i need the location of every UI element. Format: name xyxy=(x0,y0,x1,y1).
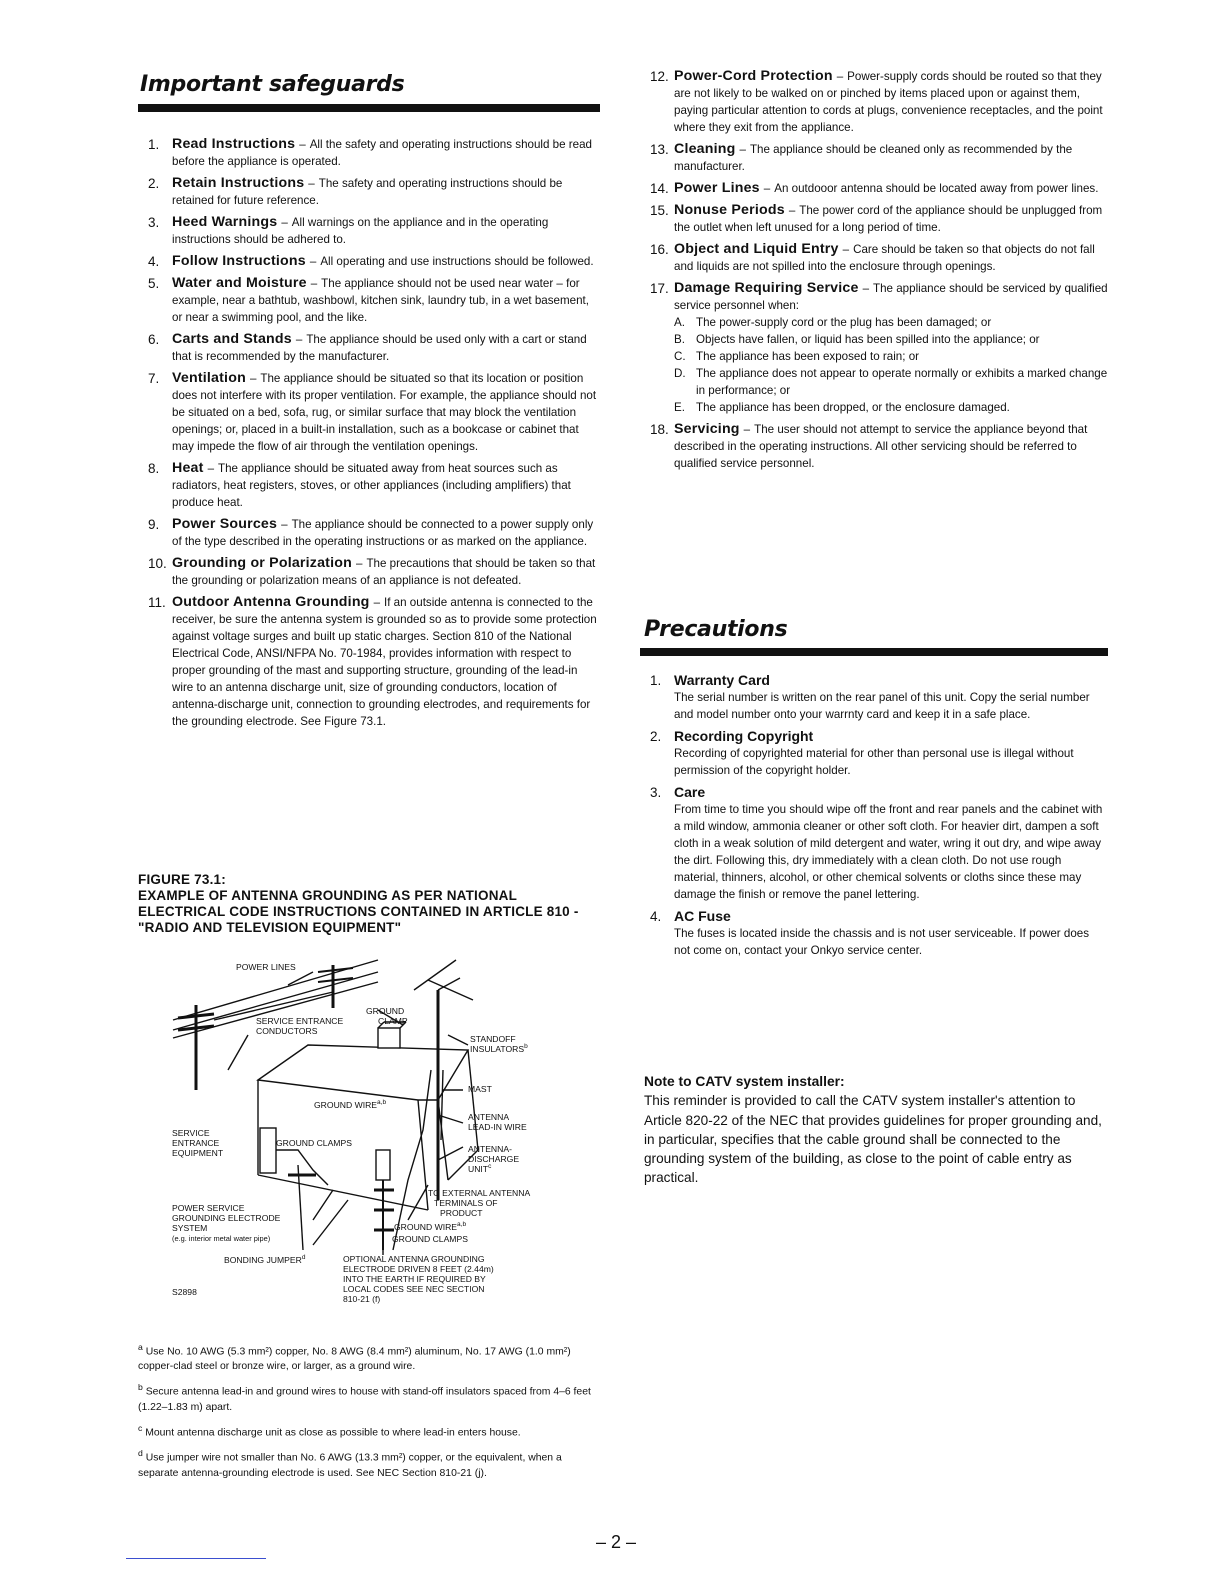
safeguards-list-left xyxy=(138,136,600,735)
item-number: 13. xyxy=(650,142,669,157)
condition-text: The appliance has been exposed to rain; or xyxy=(696,350,920,363)
antenna-grounding-diagram xyxy=(138,950,600,1325)
condition-text: The power-supply cord or the plug has been damaged; or xyxy=(696,316,992,329)
safeguard-item xyxy=(138,331,600,365)
precaution-item xyxy=(640,784,1108,903)
label-ground-wire-2 xyxy=(394,1221,466,1232)
item-dash: – xyxy=(308,177,315,190)
item-heading: Water and Moisture xyxy=(172,275,307,291)
item-number: 14. xyxy=(650,181,669,196)
label-ground-wire-2-sup: a,b xyxy=(457,1221,467,1228)
label-power-lines: POWER LINES xyxy=(236,962,296,972)
item-dash: – xyxy=(295,333,303,346)
item-heading: Object and Liquid Entry xyxy=(674,241,839,257)
label-service-entrance-1: SERVICE ENTRANCE xyxy=(256,1016,344,1026)
figure-note xyxy=(138,1446,600,1480)
item-number: 12. xyxy=(650,69,669,84)
precautions-rule xyxy=(640,648,1108,656)
safeguard-item xyxy=(138,555,600,589)
item-heading: Retain Instructions xyxy=(172,175,305,191)
precaution-text: The serial number is written on the rear panel of this unit. Copy the serial number and model number onto your warrnty card and keep it in a safe place. xyxy=(674,691,1090,721)
safeguard-item xyxy=(138,516,600,550)
precaution-heading: Care xyxy=(674,784,706,800)
safeguard-item xyxy=(640,280,1108,416)
item-heading: Heat xyxy=(172,460,204,476)
safeguard-item xyxy=(640,241,1108,275)
label-ext-terminals-3: PRODUCT xyxy=(440,1208,483,1218)
label-ext-terminals-2: TERMINALS OF xyxy=(434,1198,498,1208)
catv-heading: Note to CATV system installer: xyxy=(644,1074,845,1089)
precaution-text: From time to time you should wipe off the front and rear panels and the cabinet with a mild window, ammonia cleaner or other soft cloth. For heavier dirt, dampen a soft cloth in a weak solution of mild detergent and water, wring it out dry, and wipe away the dirt. Following this, dry immediately with a clean cloth. Do not use rough material, thinners, alcohol, or other chemical solvents or cloths since these may damage the finish or remove the panel lettering. xyxy=(674,803,1103,901)
note-text: Secure antenna lead-in and ground wires to house with stand-off insulators spaced from 4–6 feet (1.22–1.83 m) apart. xyxy=(138,1386,591,1413)
item-dash: – xyxy=(310,277,318,290)
diagram-svg xyxy=(138,950,600,1325)
label-discharge-3 xyxy=(468,1163,492,1174)
label-discharge-sup: c xyxy=(488,1163,492,1170)
item-number: 18. xyxy=(650,422,669,437)
label-standoff-sup: b xyxy=(524,1043,528,1050)
safeguards-rule xyxy=(138,104,600,112)
item-dash: – xyxy=(788,204,796,217)
precaution-number: 4. xyxy=(650,909,662,924)
precaution-text: The fuses is located inside the chassis and is not user serviceable. If power does not come on, contact your Onkyo service center. xyxy=(674,927,1090,957)
label-ground-wire-2-text: GROUND WIRE xyxy=(394,1222,458,1232)
precautions-list xyxy=(640,672,1108,964)
item-text: The power cord of the appliance should be unplugged from the outlet when left unused for a long period of time. xyxy=(674,204,1103,234)
figure-notes xyxy=(138,1340,600,1487)
label-antenna-lead-2: LEAD-IN WIRE xyxy=(468,1122,527,1132)
condition-letter: C. xyxy=(674,350,686,363)
figure-caption: EXAMPLE OF ANTENNA GROUNDING AS PER NATIONAL ELECTRICAL CODE INSTRUCTIONS CONTAINED IN ARTICLE 810 - "RADIO AND TELEVISION EQUIPMENT" xyxy=(138,888,579,935)
item-heading: Power Lines xyxy=(674,180,760,196)
damage-condition-item xyxy=(674,365,1108,399)
safeguard-item xyxy=(138,136,600,170)
item-dash: – xyxy=(299,138,306,151)
label-discharge-1: ANTENNA- xyxy=(468,1144,512,1154)
item-dash: – xyxy=(207,462,215,475)
item-heading: Power Sources xyxy=(172,516,278,532)
precaution-number: 3. xyxy=(650,785,662,800)
label-ground-clamps: GROUND CLAMPS xyxy=(276,1138,352,1148)
item-number: 6. xyxy=(148,332,160,347)
condition-letter: D. xyxy=(674,367,686,380)
label-ground-wire-text: GROUND WIRE xyxy=(314,1100,378,1110)
item-number: 3. xyxy=(148,215,160,230)
item-heading: Grounding or Polarization xyxy=(172,555,352,571)
item-text: All the safety and operating instructions should be read before the appliance is operated. xyxy=(172,138,592,168)
precautions-title: Precautions xyxy=(644,617,788,642)
item-text: If an outside antenna is connected to the receiver, be sure the antenna system is grounded so as to provide some protection against voltage surges and built up static charges. Section 810 of the National Electrical Code, ANSI/NFPA No. 70-1984, provides information with respect to proper grounding of the mast and supporting structure, grounding of the lead-in wire to an antenna discharge unit, size of grounding conductors, location of antenna-discharge unit, connection to grounding electrodes, and requirements for the grounding electrode. See Figure 73.1. xyxy=(172,596,597,728)
item-number: 15. xyxy=(650,203,669,218)
precaution-heading: Recording Copyright xyxy=(674,728,814,744)
item-heading: Power-Cord Protection xyxy=(674,68,833,84)
item-text: The appliance should be connected to a power supply only of the type described in the operating instructions or as marked on the appliance. xyxy=(172,518,594,548)
label-service-equip-2: ENTRANCE xyxy=(172,1138,220,1148)
note-mark: a xyxy=(138,1342,143,1352)
safeguard-item xyxy=(640,421,1108,472)
precaution-text: Recording of copyrighted material for other than personal use is illegal without permission of the copyright holder. xyxy=(674,747,1074,777)
label-discharge-3-text: UNIT xyxy=(468,1164,489,1174)
item-dash: – xyxy=(763,182,771,195)
label-service-equip-3: EQUIPMENT xyxy=(172,1148,224,1158)
item-text: The appliance should not be used near water – for example, near a bathtub, washbowl, kitchen sink, laundry tub, in a wet basement, or near a swimming pool, and the like. xyxy=(172,277,589,324)
label-power-service-2: GROUNDING ELECTRODE xyxy=(172,1213,281,1223)
precaution-heading: Warranty Card xyxy=(674,672,770,688)
item-text: All operating and use instructions should be followed. xyxy=(320,255,594,268)
item-heading: Cleaning xyxy=(674,141,736,157)
damage-condition-item xyxy=(674,399,1108,416)
note-mark: c xyxy=(138,1422,143,1433)
figure-note xyxy=(138,1380,600,1414)
label-optional-4: LOCAL CODES SEE NEC SECTION xyxy=(343,1284,485,1294)
label-standoff-1: STANDOFF xyxy=(470,1034,516,1044)
item-text: Care should be taken so that objects do not fall and liquids are not spilled into the enclosure through openings. xyxy=(674,243,1095,273)
item-dash: – xyxy=(862,282,870,295)
label-bonding xyxy=(224,1254,306,1265)
item-number: 10. xyxy=(148,556,167,571)
note-text: Use No. 10 AWG (5.3 mm²) copper, No. 8 AWG (8.4 mm²) aluminum, No. 17 AWG (1.0 mm²) copper-clad steel or bronze wire, or larger, as a ground wire. xyxy=(138,1346,571,1373)
safeguard-item xyxy=(640,202,1108,236)
item-dash: – xyxy=(281,518,288,531)
condition-text: The appliance has been dropped, or the enclosure damaged. xyxy=(696,401,1010,414)
safeguard-item xyxy=(138,175,600,209)
safeguard-item xyxy=(138,460,600,511)
item-heading: Ventilation xyxy=(172,370,246,386)
safeguards-title: Important safeguards xyxy=(140,72,405,97)
label-power-service-4: (e.g. interior metal water pipe) xyxy=(172,1234,271,1243)
label-antenna-lead-1: ANTENNA xyxy=(468,1112,510,1122)
safeguard-item xyxy=(640,141,1108,175)
label-bonding-sup: d xyxy=(301,1254,306,1261)
condition-letter: B. xyxy=(674,333,685,346)
item-heading: Follow Instructions xyxy=(172,253,306,269)
item-dash: – xyxy=(836,70,844,83)
label-mast: MAST xyxy=(468,1084,492,1094)
damage-condition-item xyxy=(674,348,1108,365)
safeguard-item xyxy=(640,180,1108,197)
item-text: Power-supply cords should be routed so that they are not likely to be walked on or pinched by items placed upon or against them, paying particular attention to cords at plugs, convenience receptacles, and the point where they exit from the appliance. xyxy=(674,70,1103,134)
catv-note xyxy=(644,1072,1108,1188)
item-number: 2. xyxy=(148,176,160,191)
precaution-item xyxy=(640,908,1108,959)
condition-text: Objects have fallen, or liquid has been spilled into the appliance; or xyxy=(696,333,1040,346)
item-text: The user should not attempt to service the appliance beyond that described in the operating instructions. All other servicing should be referred to qualified service personnel. xyxy=(674,423,1088,470)
label-optional-5: 810-21 (f) xyxy=(343,1294,381,1304)
item-dash: – xyxy=(249,372,257,385)
label-bonding-text: BONDING JUMPER xyxy=(224,1255,302,1265)
figure-note xyxy=(138,1421,600,1440)
item-dash: – xyxy=(309,255,317,268)
label-ground-wire-sup: a,b xyxy=(377,1099,387,1106)
item-dash: – xyxy=(743,423,751,436)
label-discharge-2: DISCHARGE xyxy=(468,1154,520,1164)
item-number: 17. xyxy=(650,281,669,296)
item-text: An outdooor antenna should be located away from power lines. xyxy=(774,182,1099,195)
item-heading: Read Instructions xyxy=(172,136,296,152)
footer-line xyxy=(126,1558,266,1559)
item-number: 5. xyxy=(148,276,160,291)
precaution-number: 2. xyxy=(650,729,662,744)
safeguard-item xyxy=(138,594,600,730)
label-optional-3: INTO THE EARTH IF REQUIRED BY xyxy=(343,1274,486,1284)
safeguard-item xyxy=(138,370,600,455)
precaution-heading: AC Fuse xyxy=(674,908,731,924)
label-ground-clamps-2: GROUND CLAMPS xyxy=(392,1234,468,1244)
item-dash: – xyxy=(373,596,381,609)
safeguard-item xyxy=(138,214,600,248)
item-number: 7. xyxy=(148,371,160,386)
page-number: – 2 – xyxy=(596,1532,637,1552)
item-dash: – xyxy=(842,243,850,256)
label-ground-clamp-2: CLAMP xyxy=(378,1016,408,1026)
item-text: The appliance should be situated so that its location or position does not interfere with its proper ventilation. For example, the appliance should not be situated on a bed, sofa, rug, or similar surface that may block the ventilation openings; or, placed in a built-in installation, such as a bookcase or cabinet that may impede the flow of air through the ventilation openings. xyxy=(172,372,597,453)
label-service-equip-1: SERVICE xyxy=(172,1128,210,1138)
item-number: 4. xyxy=(148,254,160,269)
catv-text: This reminder is provided to call the CATV system installer's attention to Article 820-22 of the NEC that provides guidelines for proper grounding and, in particular, specifies that the cable ground shall be connected to the grounding system of the building, as close to the point of cable entry as practical. xyxy=(644,1093,1102,1186)
item-dash: – xyxy=(739,143,746,156)
label-standoff-2-text: INSULATORS xyxy=(470,1044,525,1054)
condition-letter: A. xyxy=(674,316,685,329)
label-power-service-3: SYSTEM xyxy=(172,1223,208,1233)
label-optional-1: OPTIONAL ANTENNA GROUNDING xyxy=(343,1254,485,1264)
item-number: 16. xyxy=(650,242,669,257)
damage-condition-item xyxy=(674,331,1108,348)
item-heading: Carts and Stands xyxy=(172,331,292,347)
item-heading: Servicing xyxy=(674,421,740,437)
item-text: The precautions that should be taken so that the grounding or polarization means of an appliance is not defeated. xyxy=(172,557,596,587)
condition-text: The appliance does not appear to operate normally or exhibits a marked change in performance; or xyxy=(696,367,1108,397)
precaution-item xyxy=(640,672,1108,723)
item-text: All warnings on the appliance and in the operating instructions should be adhered to. xyxy=(172,216,549,246)
item-dash: – xyxy=(355,557,363,570)
condition-letter: E. xyxy=(674,401,685,414)
item-dash: – xyxy=(281,216,288,229)
safeguard-item xyxy=(138,275,600,326)
item-number: 8. xyxy=(148,461,160,476)
figure-note xyxy=(138,1340,600,1374)
item-text: The appliance should be serviced by qualified service personnel when: xyxy=(674,282,1108,312)
damage-condition-item xyxy=(674,314,1108,331)
label-ext-terminals-1: TO EXTERNAL ANTENNA xyxy=(428,1188,531,1198)
figure-caption-block xyxy=(138,872,600,936)
damage-conditions-list xyxy=(674,314,1108,416)
note-text: Mount antenna discharge unit as close as possible to where lead-in enters house. xyxy=(145,1427,521,1439)
precaution-item xyxy=(640,728,1108,779)
safeguard-item xyxy=(138,253,600,270)
item-heading: Heed Warnings xyxy=(172,214,278,230)
item-heading: Damage Requiring Service xyxy=(674,280,859,296)
label-power-service-1: POWER SERVICE xyxy=(172,1203,245,1213)
figure-label: FIGURE 73.1: xyxy=(138,872,226,887)
note-mark: b xyxy=(138,1382,143,1393)
note-mark: d xyxy=(138,1448,143,1459)
label-service-entrance-2: CONDUCTORS xyxy=(256,1026,318,1036)
item-text: The appliance should be used only with a cart or stand that is recommended by the manufacturer. xyxy=(172,333,587,363)
precaution-number: 1. xyxy=(650,673,662,688)
label-figure-code: S2898 xyxy=(172,1287,197,1297)
label-standoff-2 xyxy=(470,1043,528,1054)
note-text: Use jumper wire not smaller than No. 6 AWG (13.3 mm²) copper, or the equivalent, when a separate antenna-grounding electrode is used. See NEC Section 810-21 (j). xyxy=(138,1452,562,1479)
item-number: 9. xyxy=(148,517,160,532)
label-ground-clamp-1: GROUND xyxy=(366,1006,405,1016)
label-ground-wire xyxy=(314,1099,386,1110)
item-heading: Nonuse Periods xyxy=(674,202,785,218)
safeguards-list-right xyxy=(640,68,1108,477)
item-number: 11. xyxy=(148,595,166,610)
label-optional-2: ELECTRODE DRIVEN 8 FEET (2.44m) xyxy=(343,1264,494,1274)
item-text: The appliance should be situated away from heat sources such as radiators, heat registers, stoves, or other appliances (including amplifiers) that produce heat. xyxy=(172,462,571,509)
item-number: 1. xyxy=(148,137,160,152)
item-text: The safety and operating instructions should be retained for future reference. xyxy=(172,177,563,207)
item-heading: Outdoor Antenna Grounding xyxy=(172,594,370,610)
safeguard-item xyxy=(640,68,1108,136)
item-text: The appliance should be cleaned only as recommended by the manufacturer. xyxy=(674,143,1073,173)
